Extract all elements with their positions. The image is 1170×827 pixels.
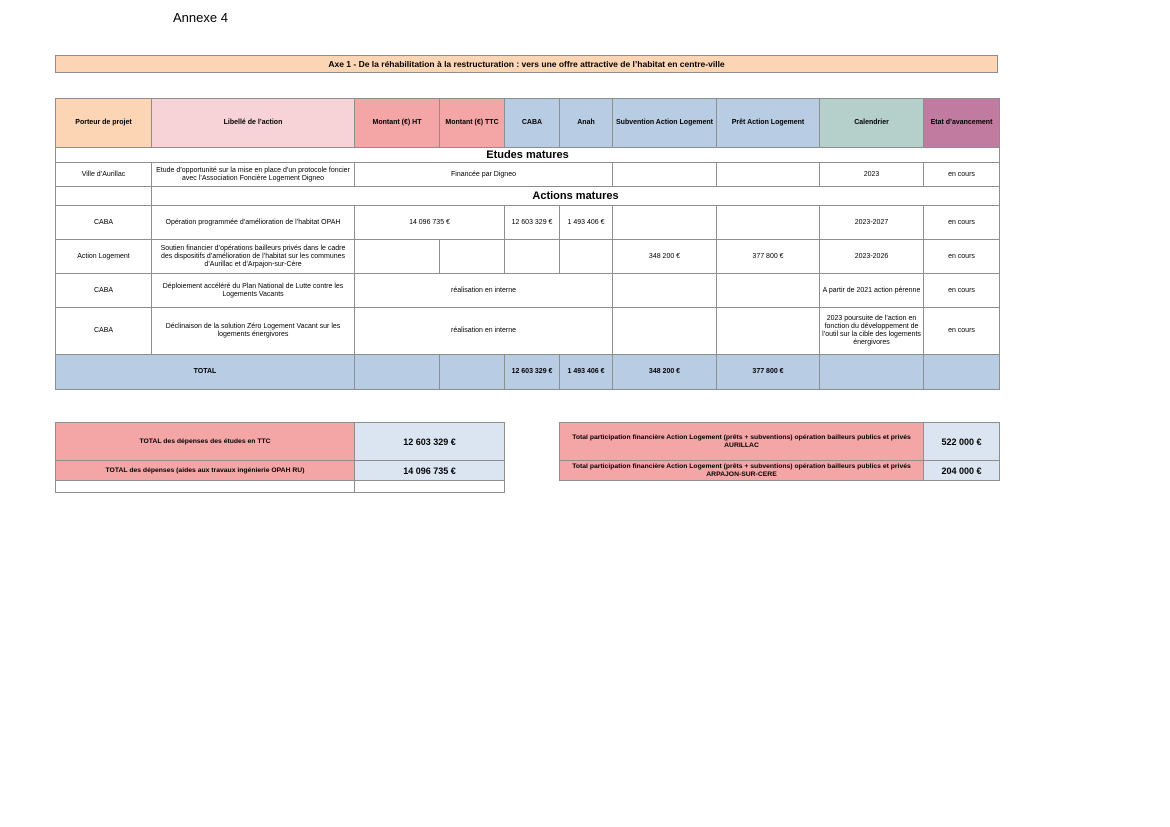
cell-libelle: Déploiement accéléré du Plan National de Lutte contre les Logements Vacants <box>152 274 355 308</box>
table-row <box>56 308 1000 355</box>
total-caba: 12 603 329 € <box>505 355 560 390</box>
header-row <box>56 99 1000 148</box>
header-anah: Anah <box>560 99 613 148</box>
cell-subvention <box>613 206 717 240</box>
header-montant-ttc: Montant (€) TTC <box>440 99 505 148</box>
cell-subvention <box>613 163 717 187</box>
cell-caba: 12 603 329 € <box>505 206 560 240</box>
cell-calendrier: 2023-2027 <box>820 206 924 240</box>
header-libelle: Libellé de l’action <box>152 99 355 148</box>
cell-calendrier: 2023 <box>820 163 924 187</box>
axe-title: Axe 1 - De la réhabilitation à la restructuration : vers une offre attractive de l’habitat en centre-ville <box>55 55 998 73</box>
total-montant-ttc <box>440 355 505 390</box>
cell-subvention <box>613 308 717 355</box>
cell-etat: en cours <box>924 163 1000 187</box>
header-etat: Etat d’avancement <box>924 99 1000 148</box>
actions-table <box>55 98 1000 390</box>
cell-calendrier: 2023-2026 <box>820 240 924 274</box>
cell-subvention <box>613 274 717 308</box>
header-porteur: Porteur de projet <box>56 99 152 148</box>
totals-row-empty <box>56 481 505 493</box>
cell-libelle: Déclinaison de la solution Zéro Logement Vacant sur les logements énergivores <box>152 308 355 355</box>
cell-montant: réalisation en interne <box>355 308 613 355</box>
cell-subvention: 348 200 € <box>613 240 717 274</box>
total-row <box>56 355 1000 390</box>
cell-empty <box>56 481 355 493</box>
total-travaux-label: TOTAL des dépenses (aides aux travaux ingénierie OPAH RU) <box>56 461 355 481</box>
total-aurillac-value: 522 000 € <box>924 423 1000 461</box>
total-aurillac-label-line2: AURILLAC <box>724 441 759 449</box>
header-calendrier: Calendrier <box>820 99 924 148</box>
section-row-actions <box>56 187 1000 206</box>
cell-pret: 377 800 € <box>717 240 820 274</box>
totals-row <box>56 423 505 461</box>
cell-calendrier: A partir de 2021 action pérenne <box>820 274 924 308</box>
cell-etat: en cours <box>924 240 1000 274</box>
section-row-etudes <box>56 148 1000 163</box>
cell-libelle: Opération programmée d’amélioration de l’habitat OPAH <box>152 206 355 240</box>
cell-libelle: Etude d’opportunité sur la mise en place d’un protocole foncier avec l’Association Foncière Logement Digneo <box>152 163 355 187</box>
cell-porteur: Ville d’Aurillac <box>56 163 152 187</box>
cell-anah: 1 493 406 € <box>560 206 613 240</box>
table-row <box>56 240 1000 274</box>
total-arpajon-value: 204 000 € <box>924 461 1000 481</box>
totals-row <box>56 461 505 481</box>
cell-montant: réalisation en interne <box>355 274 613 308</box>
cell-montant: Financée par Digneo <box>355 163 613 187</box>
cell-porteur: CABA <box>56 206 152 240</box>
header-pret: Prêt Action Logement <box>717 99 820 148</box>
total-montant-ht <box>355 355 440 390</box>
total-subvention: 348 200 € <box>613 355 717 390</box>
cell-empty <box>355 481 505 493</box>
cell-montant-ttc <box>440 240 505 274</box>
cell-montant-ht <box>355 240 440 274</box>
cell-montant-ht: 14 096 735 € <box>355 206 505 240</box>
action-logement-totals-table <box>559 422 1000 481</box>
cell-pret <box>717 308 820 355</box>
totals-row <box>560 461 1000 481</box>
total-etudes-label: TOTAL des dépenses des études en TTC <box>56 423 355 461</box>
depenses-totals-table <box>55 422 505 493</box>
header-subvention: Subvention Action Logement <box>613 99 717 148</box>
cell-anah <box>560 240 613 274</box>
total-label: TOTAL <box>56 355 355 390</box>
section-title-etudes: Etudes matures <box>56 148 1000 163</box>
total-aurillac-label-line1: Total participation financière Action Logement (prêts + subventions) opération bailleurs publics et privés <box>572 433 911 441</box>
section-title-actions: Actions matures <box>152 187 1000 206</box>
totals-row <box>560 423 1000 461</box>
cell-pret <box>717 206 820 240</box>
total-anah: 1 493 406 € <box>560 355 613 390</box>
total-travaux-value: 14 096 735 € <box>355 461 505 481</box>
cell-etat: en cours <box>924 274 1000 308</box>
total-aurillac-label <box>560 423 924 461</box>
table-row <box>56 206 1000 240</box>
cell-pret <box>717 163 820 187</box>
table-row <box>56 163 1000 187</box>
table-row <box>56 274 1000 308</box>
total-pret: 377 800 € <box>717 355 820 390</box>
cell-empty <box>56 187 152 206</box>
total-calendrier <box>820 355 924 390</box>
annexe-label: Annexe 4 <box>173 10 228 25</box>
cell-porteur: CABA <box>56 274 152 308</box>
cell-porteur: CABA <box>56 308 152 355</box>
header-caba: CABA <box>505 99 560 148</box>
cell-libelle: Soutien financier d’opérations bailleurs privés dans le cadre des dispositifs d’amélioration de l’habitat sur les communes d’Aurillac et d’Arpajon-sur-Cère <box>152 240 355 274</box>
total-arpajon-label-line1: Total participation financière Action Logement (prêts + subventions) opération bailleurs publics et privés <box>572 462 911 470</box>
cell-caba <box>505 240 560 274</box>
cell-calendrier: 2023 poursuite de l’action en fonction du développement de l’outil sur la cible des logements énergivores <box>820 308 924 355</box>
cell-etat: en cours <box>924 206 1000 240</box>
total-arpajon-label <box>560 461 924 481</box>
cell-etat: en cours <box>924 308 1000 355</box>
header-montant-ht: Montant (€) HT <box>355 99 440 148</box>
total-arpajon-label-line2: ARPAJON-SUR-CERE <box>706 470 777 478</box>
total-etudes-value: 12 603 329 € <box>355 423 505 461</box>
cell-porteur: Action Logement <box>56 240 152 274</box>
total-etat <box>924 355 1000 390</box>
cell-pret <box>717 274 820 308</box>
